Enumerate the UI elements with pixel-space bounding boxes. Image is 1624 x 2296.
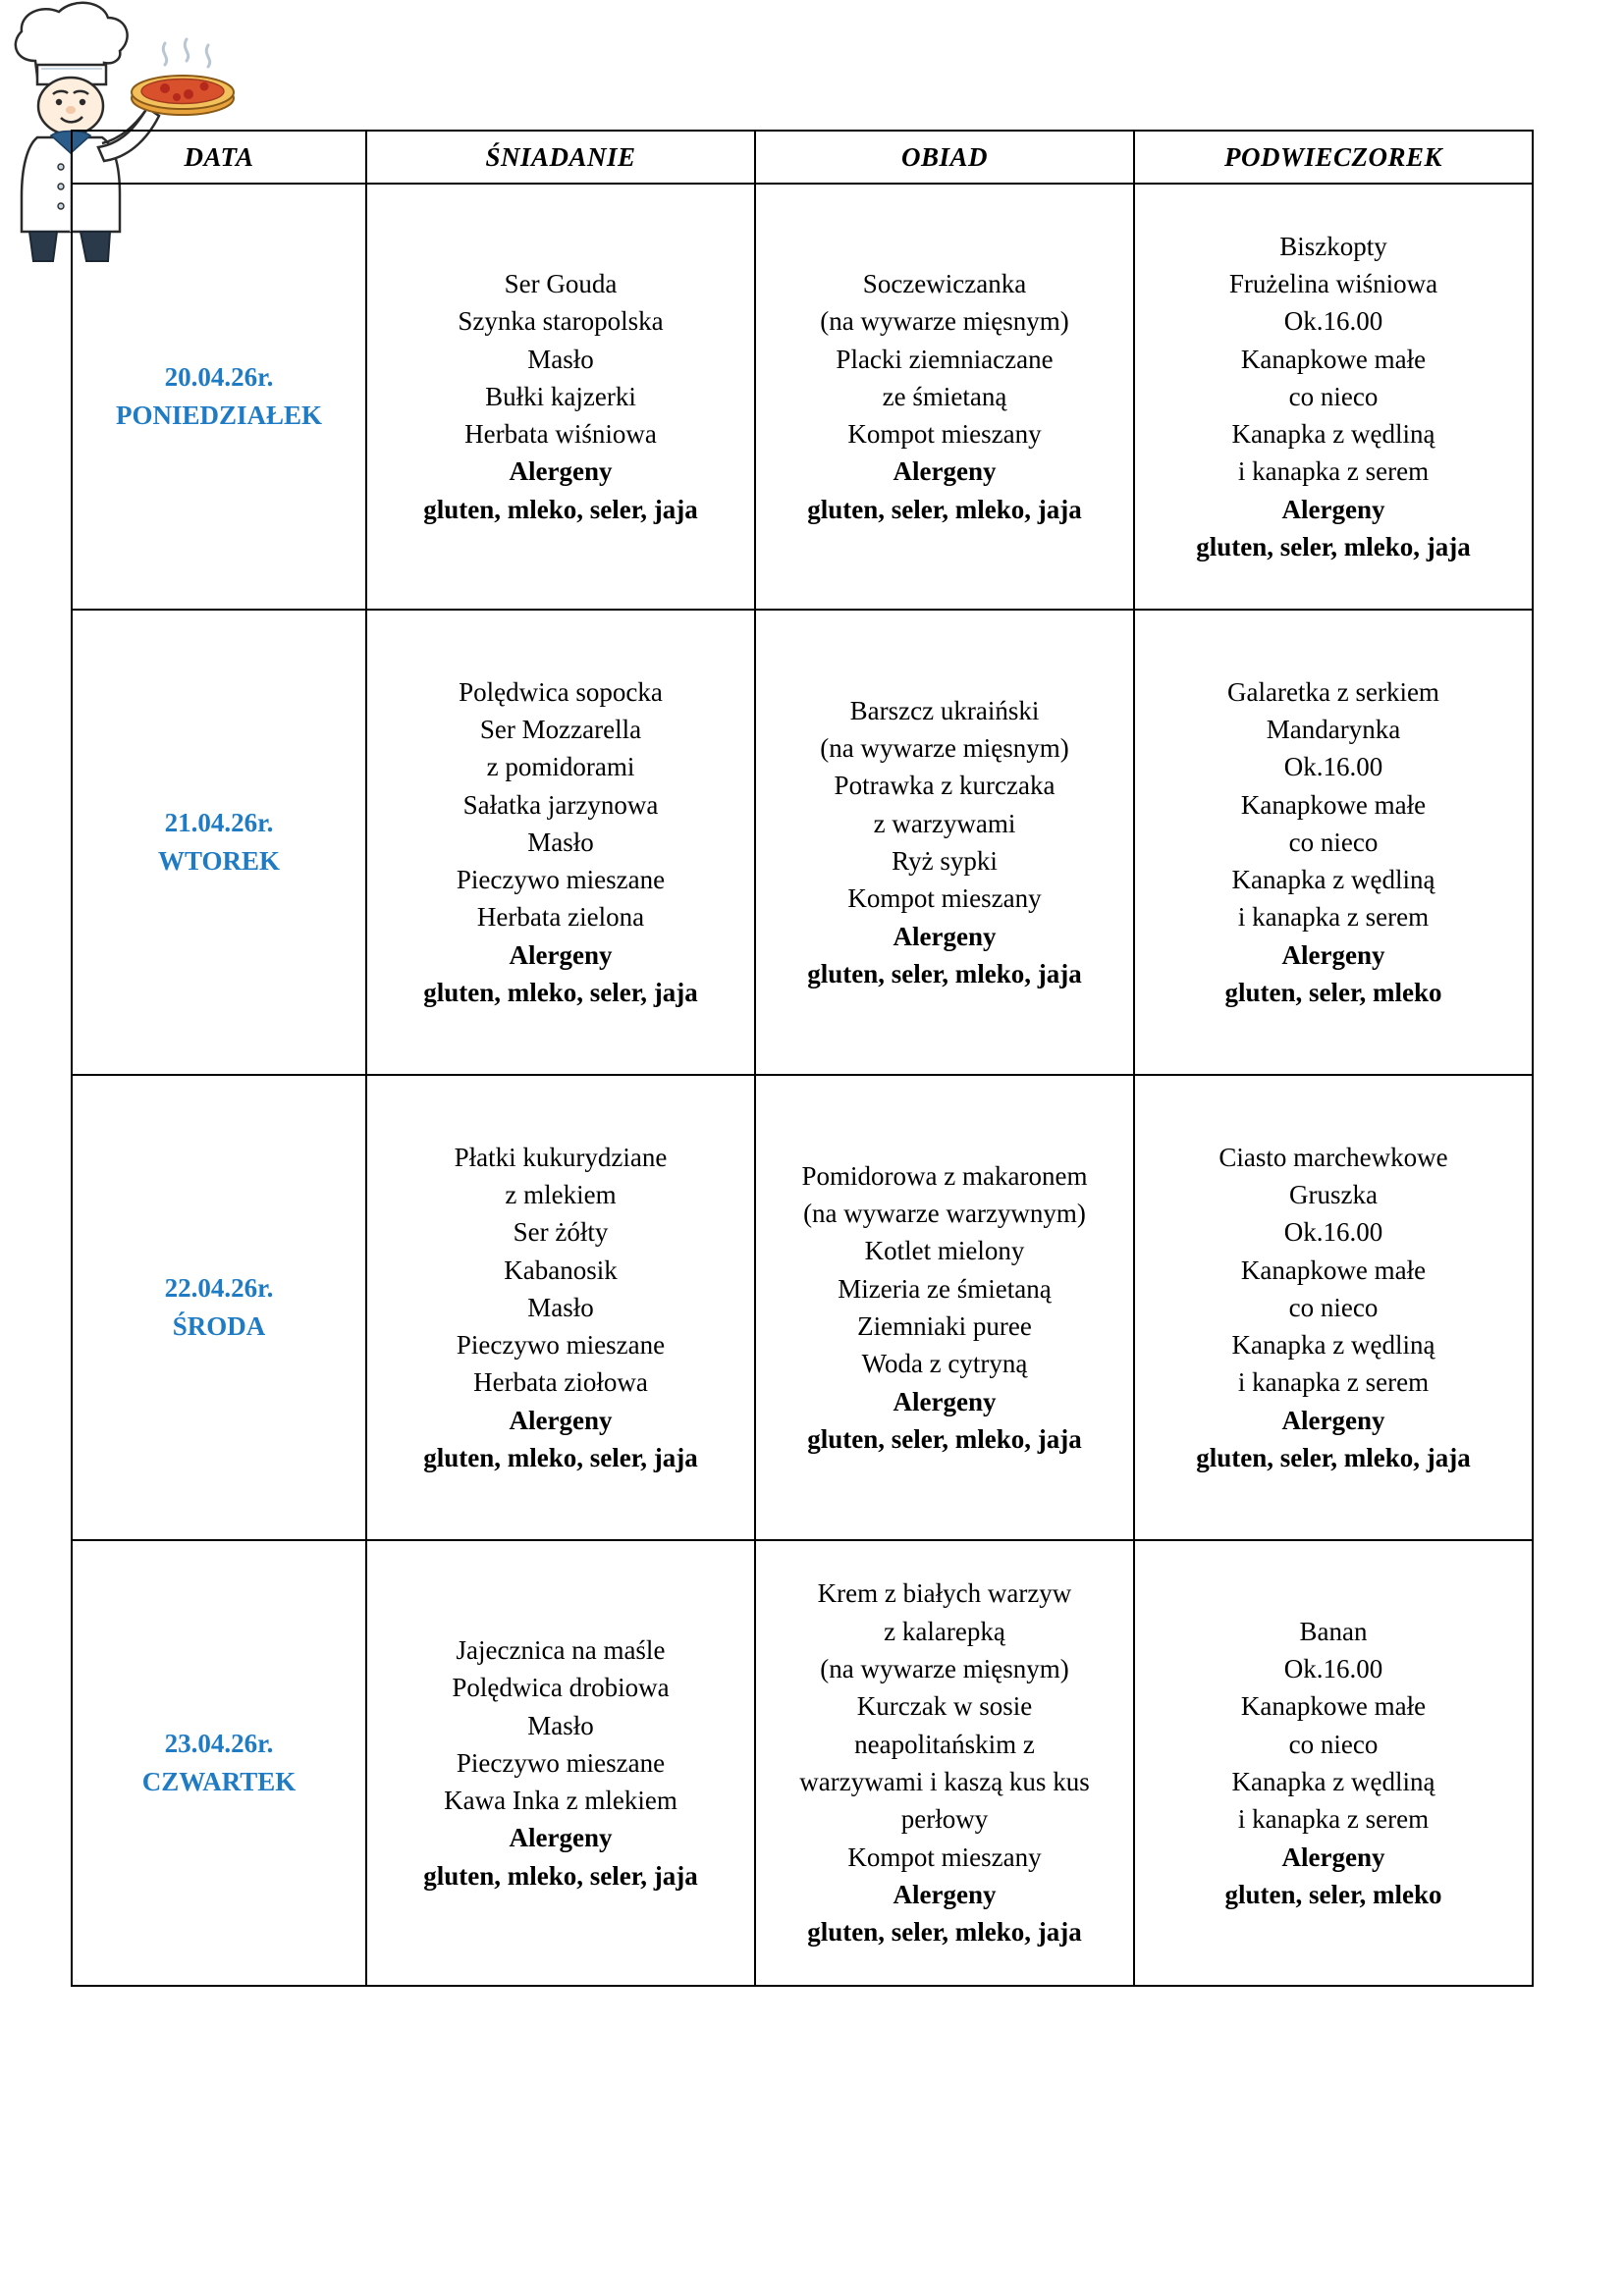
day-date: 20.04.26r.	[164, 361, 274, 392]
meal-lines	[1143, 673, 1524, 936]
allergen-list: gluten, mleko, seler, jaja	[423, 978, 698, 1008]
meal-line: Krem z białych warzyw	[817, 1578, 1072, 1609]
meal-line: i kanapka z serem	[1237, 1804, 1430, 1835]
meal-line: Kotlet mielony	[864, 1236, 1025, 1266]
meal-line: Pomidorowa z makaronem	[801, 1160, 1088, 1191]
allergen-list: gluten, seler, mleko, jaja	[1196, 1443, 1471, 1473]
meal-line: z kalarepką	[884, 1616, 1005, 1646]
allergen-label: Alergeny	[1281, 1405, 1385, 1435]
meal-line: co nieco	[1288, 1292, 1379, 1322]
meal-line: Pieczywo mieszane	[456, 865, 666, 895]
meal-line: Płatki kukurydziane	[454, 1142, 668, 1172]
allergen-label: Alergeny	[1281, 1842, 1385, 1872]
weekly-menu-table	[71, 130, 1534, 1987]
meal-line: (na wywarze mięsnym)	[820, 733, 1069, 764]
meal-lines	[1143, 1613, 1524, 1839]
meal-line: Ok.16.00	[1283, 306, 1383, 337]
meal-line: i kanapka z serem	[1237, 902, 1430, 933]
meal-line: Mandarynka	[1266, 714, 1401, 744]
meal-lines	[1143, 228, 1524, 491]
allergen-list: gluten, seler, mleko	[1224, 1879, 1442, 1909]
column-header-podwieczorek: PODWIECZOREK	[1134, 131, 1533, 184]
meal-line: z warzywami	[873, 808, 1016, 838]
allergen-list: gluten, seler, mleko, jaja	[807, 494, 1082, 524]
table-row	[72, 184, 1533, 610]
meal-line: Bułki kajzerki	[485, 381, 636, 411]
meal-line: Pieczywo mieszane	[456, 1747, 666, 1778]
table-row	[72, 1540, 1533, 1986]
meal-line: Ziemniaki puree	[857, 1311, 1032, 1341]
allergen-list: gluten, seler, mleko	[1224, 978, 1442, 1008]
meal-lines	[764, 1157, 1125, 1383]
lunch-cell-wednesday	[755, 1075, 1134, 1540]
breakfast-cell-wednesday	[366, 1075, 755, 1540]
meal-line: (na wywarze mięsnym)	[820, 306, 1069, 337]
breakfast-cell-thursday	[366, 1540, 755, 1986]
lunch-cell-thursday	[755, 1540, 1134, 1986]
day-cell-wednesday	[72, 1075, 366, 1540]
meal-line: warzywami i kaszą kus kus	[799, 1767, 1090, 1796]
day-cell-tuesday	[72, 610, 366, 1075]
meal-line: Kanapka z wędliną	[1231, 419, 1435, 450]
meal-line: Ciasto marchewkowe	[1218, 1142, 1448, 1172]
meal-line: i kanapka z serem	[1237, 456, 1430, 487]
meal-line: Soczewiczanka	[862, 268, 1027, 298]
menu-table-container	[71, 130, 1532, 1987]
meal-line: Masło	[527, 1710, 594, 1740]
meal-lines	[375, 673, 746, 936]
allergen-list: gluten, seler, mleko, jaja	[807, 958, 1082, 988]
lunch-cell-monday	[755, 184, 1134, 610]
allergen-list: gluten, mleko, seler, jaja	[423, 1443, 698, 1473]
breakfast-cell-monday	[366, 184, 755, 610]
column-header-data: DATA	[72, 131, 366, 184]
meal-lines	[375, 1139, 746, 1402]
meal-line: Ser Gouda	[504, 268, 618, 298]
meal-line: Ok.16.00	[1283, 1654, 1383, 1684]
day-cell-monday	[72, 184, 366, 610]
meal-line: Ser żółty	[513, 1217, 609, 1248]
breakfast-cell-tuesday	[366, 610, 755, 1075]
meal-line: Herbata zielona	[476, 902, 645, 933]
meal-line: Pieczywo mieszane	[456, 1330, 666, 1361]
meal-line: (na wywarze mięsnym)	[820, 1654, 1069, 1684]
meal-line: Frużelina wiśniowa	[1228, 268, 1438, 298]
meal-lines	[1143, 1139, 1524, 1402]
meal-line: Herbata ziołowa	[473, 1367, 648, 1398]
column-header-sniadanie: ŚNIADANIE	[366, 131, 755, 184]
allergen-list: gluten, seler, mleko, jaja	[807, 1423, 1082, 1454]
meal-line: Barszcz ukraiński	[849, 695, 1040, 725]
meal-lines	[764, 265, 1125, 454]
meal-line: Kanapkowe małe	[1240, 789, 1427, 820]
meal-line: Kanapkowe małe	[1240, 344, 1427, 374]
allergen-label: Alergeny	[893, 1386, 997, 1416]
meal-line: Kanapkowe małe	[1240, 1255, 1427, 1285]
meal-line: Kanapka z wędliną	[1231, 865, 1435, 895]
meal-line: Kompot mieszany	[847, 419, 1042, 450]
meal-line: Szynka staropolska	[458, 306, 664, 337]
day-name: ŚRODA	[172, 1311, 266, 1341]
meal-line: Kawa Inka z mlekiem	[444, 1786, 677, 1816]
meal-line: perłowy	[900, 1804, 989, 1835]
meal-line: Kanapkowe małe	[1240, 1691, 1427, 1722]
meal-lines	[764, 1575, 1125, 1876]
meal-line: Masło	[527, 344, 594, 374]
allergen-label: Alergeny	[1281, 494, 1385, 524]
meal-lines	[764, 692, 1125, 918]
meal-lines	[375, 1631, 746, 1820]
meal-line: Ok.16.00	[1283, 752, 1383, 782]
meal-line: Kompot mieszany	[847, 883, 1042, 914]
meal-line: z pomidorami	[486, 752, 635, 782]
allergen-label: Alergeny	[509, 456, 613, 487]
meal-line: Masło	[527, 827, 594, 857]
meal-line: (na wywarze warzywnym)	[803, 1199, 1086, 1229]
meal-line: i kanapka z serem	[1237, 1367, 1430, 1398]
allergen-label: Alergeny	[509, 1405, 613, 1435]
allergen-label: Alergeny	[1281, 939, 1385, 970]
meal-line: Biszkopty	[1279, 231, 1387, 261]
allergen-list: gluten, mleko, seler, jaja	[423, 494, 698, 524]
meal-line: Polędwica drobiowa	[452, 1673, 670, 1703]
day-name: PONIEDZIAŁEK	[115, 400, 323, 430]
table-row	[72, 610, 1533, 1075]
allergen-list: gluten, seler, mleko, jaja	[1196, 532, 1471, 562]
meal-lines	[375, 265, 746, 454]
meal-line: Herbata wiśniowa	[464, 419, 657, 450]
allergen-label: Alergeny	[509, 1823, 613, 1853]
day-cell-thursday	[72, 1540, 366, 1986]
meal-line: Galaretka z serkiem	[1227, 676, 1439, 707]
allergen-label: Alergeny	[893, 921, 997, 951]
meal-line: Kanapka z wędliną	[1231, 1767, 1435, 1796]
meal-line: Kanapka z wędliną	[1231, 1330, 1435, 1361]
allergen-list: gluten, seler, mleko, jaja	[807, 1917, 1082, 1948]
day-date: 23.04.26r.	[164, 1728, 274, 1758]
allergen-label: Alergeny	[893, 456, 997, 487]
meal-line: co nieco	[1288, 827, 1379, 857]
meal-line: z mlekiem	[505, 1179, 617, 1209]
snack-cell-wednesday	[1134, 1075, 1533, 1540]
day-name: WTOREK	[157, 846, 281, 876]
meal-line: Polędwica sopocka	[459, 676, 663, 707]
column-header-obiad: OBIAD	[755, 131, 1134, 184]
meal-line: co nieco	[1288, 381, 1379, 411]
day-date: 21.04.26r.	[164, 807, 274, 837]
meal-line: Sałatka jarzynowa	[462, 789, 659, 820]
meal-line: Woda z cytryną	[861, 1349, 1028, 1379]
meal-line: Banan	[1299, 1616, 1368, 1646]
meal-line: Kompot mieszany	[847, 1842, 1042, 1872]
allergen-list: gluten, mleko, seler, jaja	[423, 1860, 698, 1891]
meal-line: Masło	[527, 1292, 594, 1322]
snack-cell-monday	[1134, 184, 1533, 610]
meal-line: Placki ziemniaczane	[836, 344, 1054, 374]
day-date: 22.04.26r.	[164, 1272, 274, 1303]
allergen-label: Alergeny	[893, 1879, 997, 1909]
meal-line: Potrawka z kurczaka	[834, 771, 1056, 801]
table-row	[72, 1075, 1533, 1540]
meal-line: Jajecznica na maśle	[456, 1634, 666, 1665]
day-name: CZWARTEK	[141, 1767, 297, 1796]
meal-line: co nieco	[1288, 1729, 1379, 1759]
lunch-cell-tuesday	[755, 610, 1134, 1075]
meal-line: Kabanosik	[504, 1255, 618, 1285]
table-header-row	[72, 131, 1533, 184]
meal-line: Kurczak w sosie	[856, 1691, 1033, 1722]
meal-line: Ser Mozzarella	[479, 714, 642, 744]
meal-line: Gruszka	[1289, 1179, 1378, 1209]
meal-line: Ryż sypki	[892, 846, 998, 876]
meal-line: ze śmietaną	[882, 381, 1007, 411]
meal-line: Ok.16.00	[1283, 1217, 1383, 1248]
meal-line: Mizeria ze śmietaną	[838, 1273, 1052, 1304]
meal-line: neapolitańskim z	[854, 1729, 1035, 1759]
allergen-label: Alergeny	[509, 939, 613, 970]
snack-cell-tuesday	[1134, 610, 1533, 1075]
snack-cell-thursday	[1134, 1540, 1533, 1986]
